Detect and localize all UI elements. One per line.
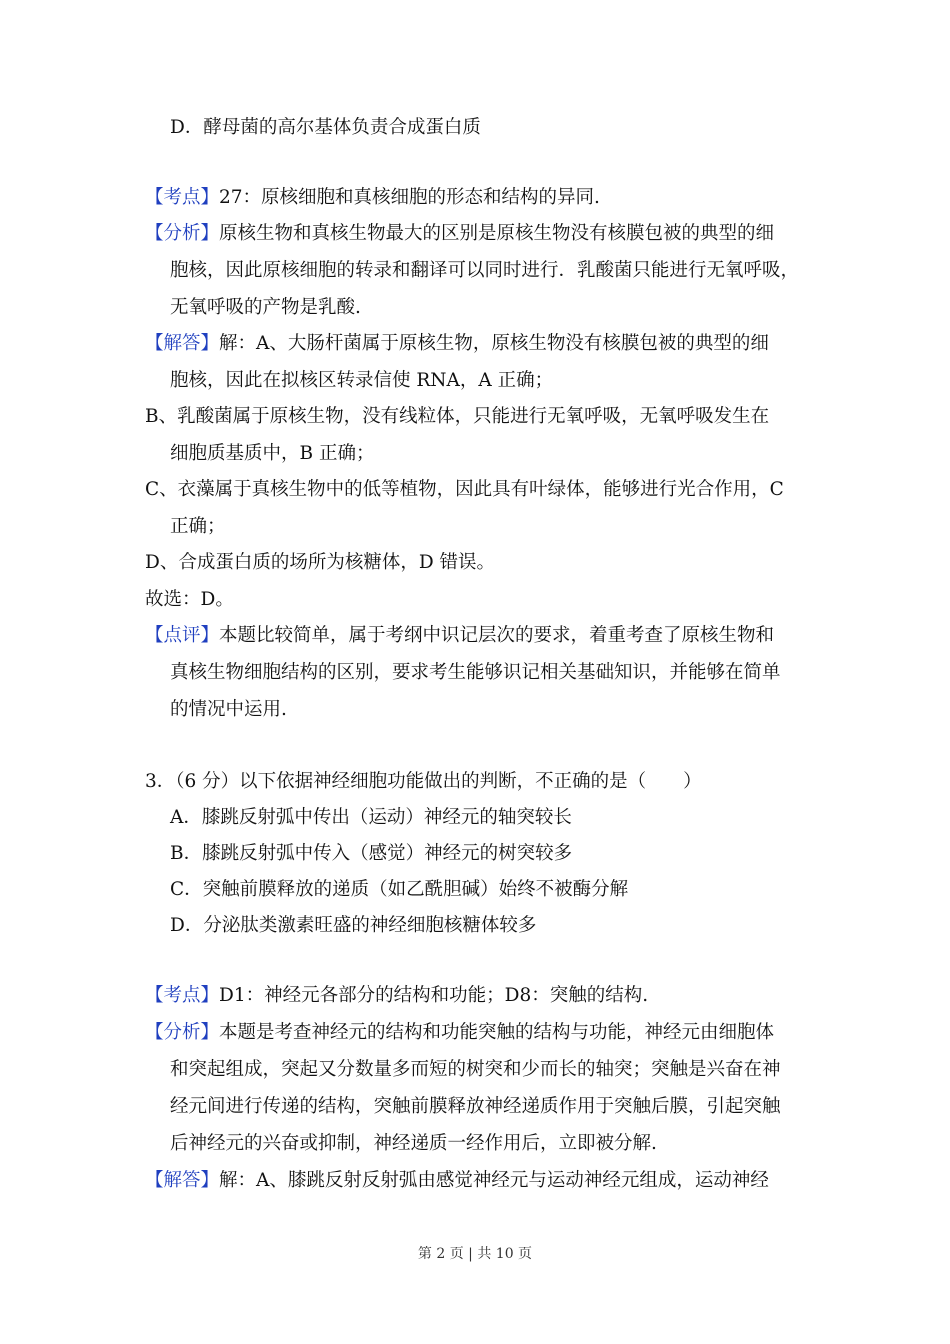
q3-fenxi-line-2: 和突起组成，突起又分数量多而短的树突和少而长的轴突；突触是兴奋在神 (170, 1059, 781, 1080)
q2-answer-choice: 故选：D。 (145, 589, 234, 610)
q3-fenxi-line-3: 经元间进行传递的结构，突触前膜释放神经递质作用于突触后膜，引起突触 (170, 1096, 781, 1117)
q2-fenxi-line-2: 胞核，因此原核细胞的转录和翻译可以同时进行．乳酸菌只能进行无氧呼吸， (170, 260, 800, 281)
q3-option-c: C．突触前膜释放的递质（如乙酰胆碱）始终不被酶分解 (170, 879, 629, 900)
fenxi-tag: 【分析】 (145, 1022, 220, 1043)
kaodian-text: D1：神经元各部分的结构和功能；D8：突触的结构. (219, 985, 649, 1006)
q2-kaodian (145, 185, 600, 211)
q2-jieda-line-1 (145, 331, 769, 357)
q2-fenxi-line-1 (145, 221, 774, 247)
kaodian-tag: 【考点】 (145, 985, 220, 1006)
q2-dianping-line-1 (145, 623, 774, 649)
dianping-tag: 【点评】 (145, 625, 220, 646)
q2-dianping-line-3: 的情况中运用. (170, 699, 287, 720)
q3-stem: 3．（6 分）以下依据神经细胞功能做出的判断，不正确的是（ ） (145, 771, 702, 792)
page-footer: 第 2 页 | 共 10 页 (417, 1246, 533, 1262)
q2-jieda-line-2: 胞核，因此在拟核区转录信使 RNA，A 正确； (170, 370, 554, 391)
fenxi-text: 本题是考查神经元的结构和功能突触的结构与功能，神经元由细胞体 (219, 1022, 775, 1043)
jieda-text: 解：A、大肠杆菌属于原核生物，原核生物没有核膜包被的典型的细 (219, 333, 769, 354)
q2-jieda-line-7: D、合成蛋白质的场所为核糖体，D 错误。 (145, 552, 496, 573)
dianping-text: 本题比较简单，属于考纲中识记层次的要求，着重考查了原核生物和 (219, 625, 775, 646)
q2-jieda-line-4: 细胞质基质中，B 正确； (170, 443, 375, 464)
q3-option-d: D．分泌肽类激素旺盛的神经细胞核糖体较多 (170, 915, 537, 936)
kaodian-text: 27：原核细胞和真核细胞的形态和结构的异同. (219, 187, 600, 208)
q3-option-a: A．膝跳反射弧中传出（运动）神经元的轴突较长 (170, 807, 572, 828)
q3-option-b: B．膝跳反射弧中传入（感觉）神经元的树突较多 (170, 843, 573, 864)
q2-jieda-line-3: B、乳酸菌属于原核生物，没有线粒体，只能进行无氧呼吸，无氧呼吸发生在 (145, 406, 770, 427)
fenxi-tag: 【分析】 (145, 223, 220, 244)
kaodian-tag: 【考点】 (145, 187, 220, 208)
q2-fenxi-line-3: 无氧呼吸的产物是乳酸. (170, 297, 361, 318)
q2-jieda-line-6: 正确； (170, 516, 226, 537)
q2-option-d: D．酵母菌的高尔基体负责合成蛋白质 (170, 117, 481, 138)
fenxi-text: 原核生物和真核生物最大的区别是原核生物没有核膜包被的典型的细 (219, 223, 775, 244)
q2-jieda-line-5: C、衣藻属于真核生物中的低等植物，因此具有叶绿体，能够进行光合作用，C (145, 479, 784, 500)
q3-fenxi-line-1 (145, 1020, 774, 1046)
q3-fenxi-line-4: 后神经元的兴奋或抑制，神经递质一经作用后，立即被分解. (170, 1133, 657, 1154)
jieda-tag: 【解答】 (145, 333, 220, 354)
jieda-text: 解：A、膝跳反射反射弧由感觉神经元与运动神经元组成，运动神经 (219, 1170, 769, 1191)
q2-dianping-line-2: 真核生物细胞结构的区别，要求考生能够识记相关基础知识，并能够在简单 (170, 662, 781, 683)
q3-kaodian (145, 983, 648, 1009)
q3-jieda-line-1 (145, 1168, 769, 1194)
jieda-tag: 【解答】 (145, 1170, 220, 1191)
